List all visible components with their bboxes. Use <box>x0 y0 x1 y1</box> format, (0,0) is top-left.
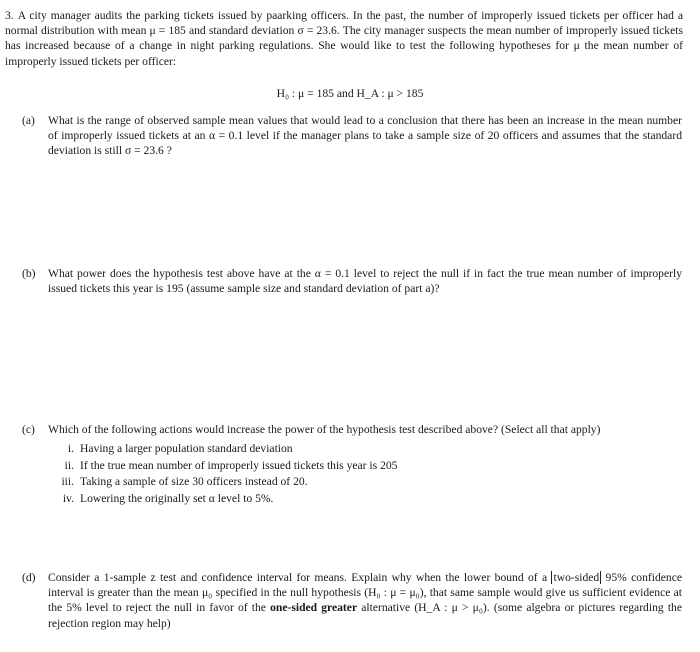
part-d-text <box>48 570 682 631</box>
option-text: Lowering the originally set α level to 5%. <box>80 491 274 505</box>
option-item <box>52 491 682 508</box>
hypotheses-statement: H₀ : μ = 185 and H_A : μ > 185 <box>276 87 424 100</box>
one-sided-greater-emphasis: one-sided greater <box>270 601 358 615</box>
part-d-text-1: Consider a 1-sample z test and confidence interval for means. Explain why when the lower bound of a <box>48 571 552 584</box>
option-text: If the true mean number of improperly issued tickets this year is 205 <box>80 458 398 472</box>
part-a-text: What is the range of observed sample mean values that would lead to a conclusion that there has been an increase in the mean number of improperly issued tickets at an α = 0.1 level if the manager plans to take a sample size of 20 officers and assumes that the standard deviation is still σ = 23.6 ? <box>48 114 682 158</box>
part-a <box>22 113 682 159</box>
option-number: ii. <box>64 458 74 472</box>
option-number: i. <box>67 442 74 456</box>
option-text: Taking a sample of size 30 officers instead of 20. <box>80 475 308 489</box>
option-item <box>52 474 682 491</box>
option-number: iv. <box>62 491 74 505</box>
part-c-text: Which of the following actions would increase the power of the hypothesis test described above? (Select all that apply) <box>48 423 601 436</box>
part-c-label: (c) <box>22 423 35 436</box>
part-c-options <box>52 441 682 507</box>
option-item <box>52 441 682 458</box>
problem-intro-text: A city manager audits the parking tickets issued by paarking officers. In the past, the number of improperly issued tickets per officer had a normal distribution with mean μ = 185 and standard deviation σ = 23.6. The city manager suspects the mean number of improperly issued tickets has increased because of a change in night parking regulations. She would like to test the following hypotheses for μ the mean number of improperly issued tickets per officer: <box>5 9 683 68</box>
option-number: iii. <box>61 475 74 489</box>
option-item <box>52 458 682 475</box>
part-d-text-3: alternative (H_A : μ > μ₀). (some algebra or pictures regarding the rejection region may help) <box>48 601 682 630</box>
part-b <box>22 266 682 296</box>
part-d-label: (d) <box>22 571 36 584</box>
part-c <box>22 422 682 507</box>
part-b-label: (b) <box>22 267 36 280</box>
option-text: Having a larger population standard deviation <box>80 442 293 456</box>
part-d-text-2: 95% confidence interval is greater than the mean μ₀ specified in the null hypothesis (H₀ : μ = μ₀), that same sample would give us sufficient evidence at the 5% level to reject the null in favor of the <box>48 571 682 615</box>
problem-statement <box>5 8 683 69</box>
problem-number: 3. <box>5 9 14 22</box>
part-d <box>22 570 682 631</box>
part-b-text: What power does the hypothesis test above have at the α = 0.1 level to reject the null if in fact the true mean number of improperly issued tickets this year is 195 (assume sample size and standard deviation of part a)? <box>48 267 682 296</box>
part-a-label: (a) <box>22 114 35 127</box>
two-sided-highlight: two-sided <box>553 571 600 584</box>
